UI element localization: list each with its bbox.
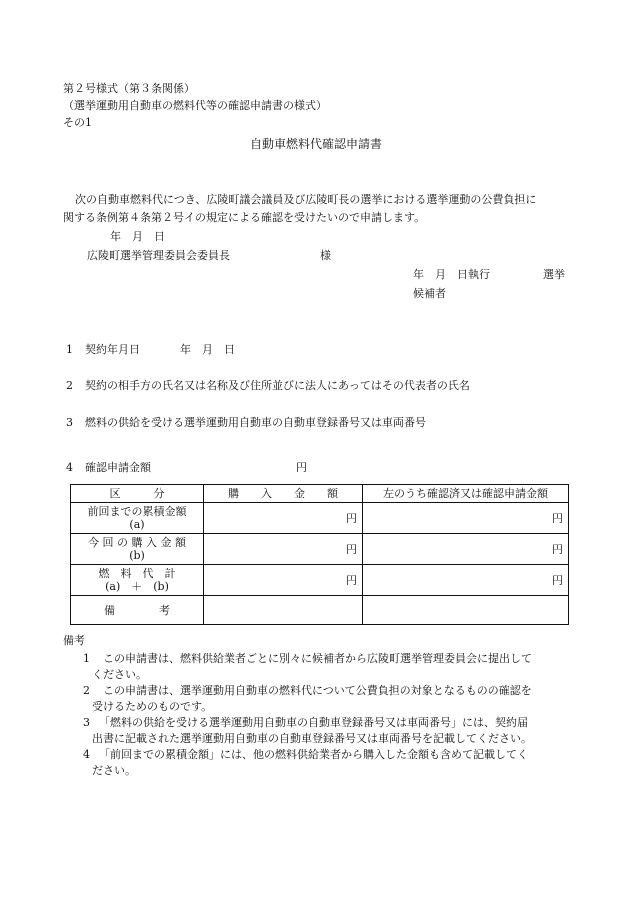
note-4-number: 4 [83,748,90,761]
row-label-line2: (a) [129,518,145,531]
note-4-line1: 「前回までの累積金額」には、他の燃料供給業者から購入した金額も含めて記載してく [99,748,528,761]
remarks-label: 備 考 [71,596,204,625]
table-row [71,503,569,534]
table-header-row [71,485,569,503]
confirmed-amount-cell[interactable]: 円 [363,565,569,596]
row-label [71,534,204,565]
item-4-text: 確認申請金額 [85,461,151,474]
form-number: 第２号様式（第３条関係） [63,82,195,95]
item-1-text: 契約年月日 [85,343,140,356]
note-1-line2: ください。 [92,668,147,681]
item-1-date: 年 月 日 [180,343,235,356]
row-label-line1: 前回までの累積金額 [87,505,187,518]
note-3-number: 3 [83,716,90,729]
application-date: 年 月 日 [110,230,165,243]
item-3-text: 燃料の供給を受ける選挙運動用自動車の自動車登録番号又は車両番号 [85,416,426,429]
confirmed-amount-cell[interactable]: 円 [363,534,569,565]
note-2-line2: 受けるためのものです。 [92,700,213,713]
remarks-cell-purchase[interactable] [204,596,363,625]
header-purchase-amount: 購 入 金 額 [204,485,363,503]
note-1-number: 1 [83,652,90,665]
table-row [71,534,569,565]
note-2-line1: この申請書は、選挙運動用自動車の燃料代について公費負担の対象となるものの確認を [103,684,532,697]
confirmed-amount-cell[interactable]: 円 [363,503,569,534]
row-label-line1: 今 回 の 購 入 金 額 [88,536,186,549]
row-label [71,565,204,596]
header-confirmed-amount: 左のうち確認済又は確認申請金額 [363,485,569,503]
row-label-line1: 燃 料 代 計 [98,567,176,580]
honorific: 様 [320,249,331,262]
form-part: その1 [63,116,92,129]
document-title: 自動車燃料代確認申請書 [250,137,383,151]
row-label [71,503,204,534]
notes-heading: 備考 [63,634,85,647]
note-4-line2: ださい。 [92,764,136,777]
note-3-line2: 出書に記載された選挙運動用自動車の自動車登録番号又は車両番号を記載してください。 [92,732,532,745]
purchase-amount-cell[interactable]: 円 [204,534,363,565]
candidate-label: 候補者 [413,287,446,300]
item-4-yen: 円 [296,461,307,474]
remarks-cell-confirmed[interactable] [363,596,569,625]
intro-line-1: 次の自動車燃料代につき、広陵町議会議員及び広陵町長の選挙における選挙運動の公費負担に [75,193,537,206]
row-label-line2: (a) ＋ (b) [105,580,169,593]
item-4-number: 4 [66,461,73,474]
intro-line-2: 関する条例第４条第２号イの規定による確認を受けたいので申請します。 [63,211,426,224]
table-row [71,565,569,596]
header-category: 区 分 [71,485,204,503]
remarks-row [71,596,569,625]
purchase-amount-cell[interactable]: 円 [204,503,363,534]
note-2-number: 2 [83,684,90,697]
election-label: 選挙 [543,268,565,281]
note-3-line1: 「燃料の供給を受ける選挙運動用自動車の自動車登録番号又は車両番号」には、契約届 [99,716,528,729]
item-1-number: 1 [66,343,73,356]
item-2-number: 2 [66,379,73,392]
note-1-line1: この申請書は、燃料供給業者ごとに別々に候補者から広陵町選挙管理委員会に提出して [103,652,532,665]
purchase-amount-cell[interactable]: 円 [204,565,363,596]
item-3-number: 3 [66,416,73,429]
item-2-text: 契約の相手方の氏名又は名称及び住所並びに法人にあってはその代表者の氏名 [85,379,470,392]
row-label-line2: (b) [129,549,145,562]
election-date: 年 月 日執行 [413,268,490,281]
addressee: 広陵町選挙管理委員会委員長 [87,249,230,262]
amount-table [70,484,569,625]
form-subtitle: （選挙運動用自動車の燃料代等の確認申請書の様式） [63,99,327,112]
